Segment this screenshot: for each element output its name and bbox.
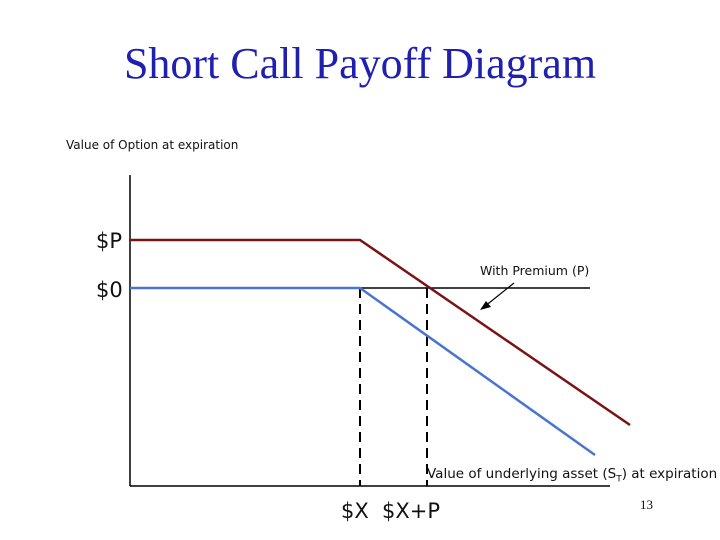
y-axis-label: Value of Option at expiration [66,138,239,152]
with-premium-annotation: With Premium (P) [480,263,590,278]
x-axis-label-subscript: T [616,474,622,485]
premium-level-label: $P [96,229,123,253]
payoff-line-without-premium [130,288,595,455]
zero-level-label: $0 [96,278,123,302]
breakeven-label: $X+P [382,499,441,523]
x-axis-label [427,466,717,485]
page-title: Short Call Payoff Diagram [123,39,597,88]
strike-label: $X [341,499,369,523]
page-number: 13 [640,497,653,512]
annotation-arrow-line [484,283,514,307]
x-axis-label-suffix: ) at expiration [621,466,718,482]
x-axis-label-prefix: Value of underlying asset (S [427,466,617,482]
